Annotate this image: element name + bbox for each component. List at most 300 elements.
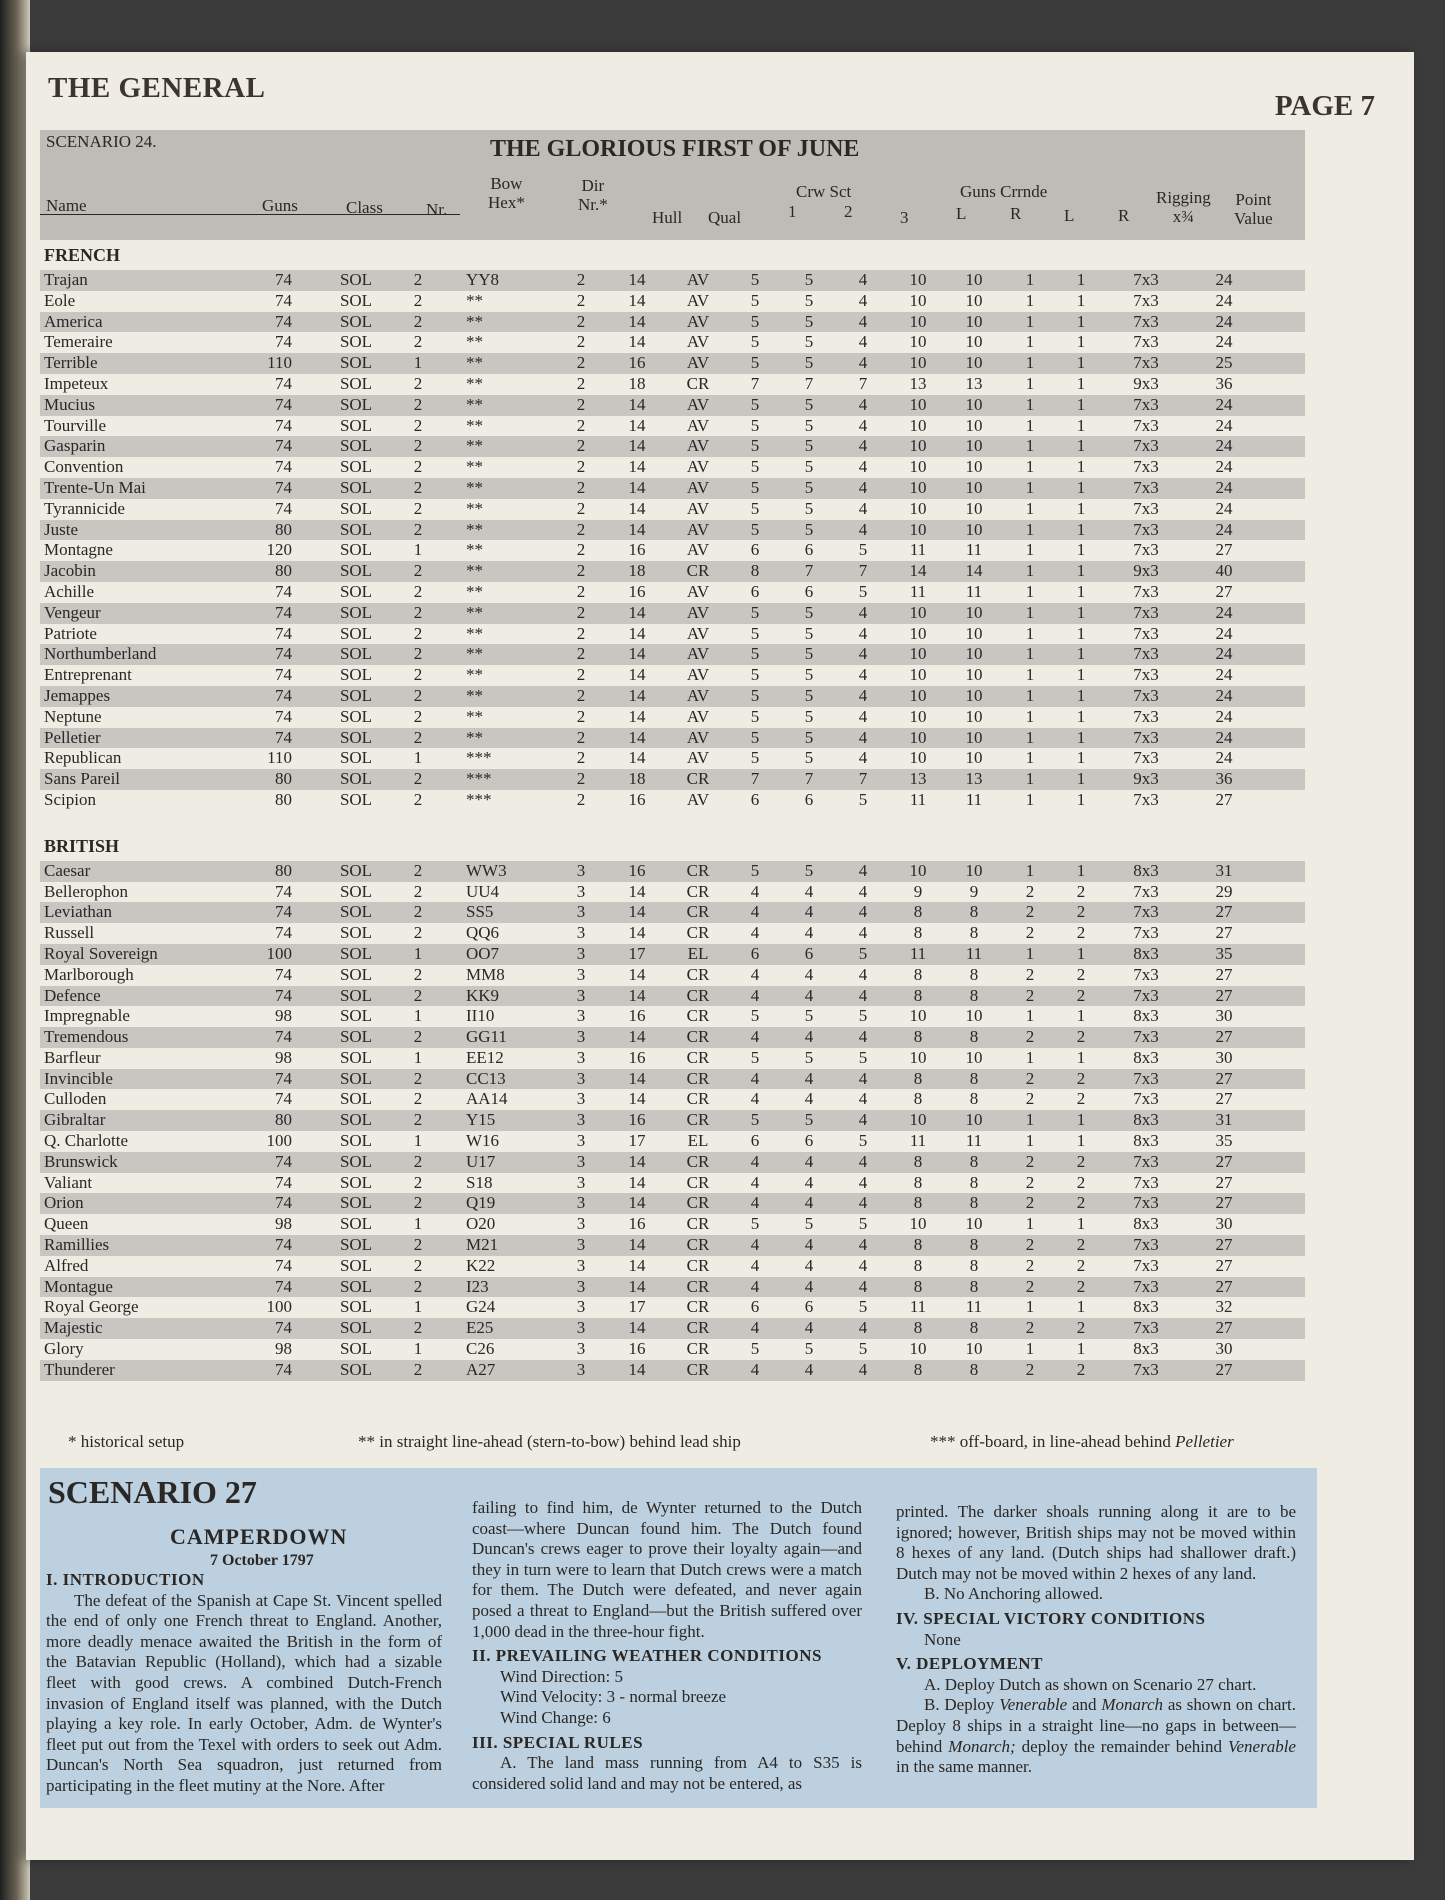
cell-qual: CR [686, 1027, 710, 1047]
cell-class: SOL [339, 498, 373, 518]
cell-hull: 17 [628, 1131, 646, 1151]
cell-hull: 14 [628, 1255, 646, 1275]
cell-gr: 10 [965, 519, 983, 539]
cell-c1: 4 [750, 923, 760, 943]
cell-hull: 14 [628, 964, 646, 984]
cell-hex: ** [466, 623, 483, 643]
cell-pts: 27 [1215, 1235, 1233, 1255]
cell-cr: 1 [1076, 415, 1086, 435]
cell-class: SOL [339, 1131, 373, 1151]
scenario-27-box [40, 1468, 1317, 1808]
cell-rig: 7x3 [1133, 881, 1159, 901]
cell-hull: 14 [628, 270, 646, 289]
cell-cr: 2 [1076, 985, 1086, 1005]
cell-name: Convention [44, 457, 124, 477]
victory-heading: IV. SPECIAL VICTORY CONDITIONS [896, 1608, 1206, 1628]
cell-rig: 7x3 [1133, 706, 1159, 726]
text-column-3 [896, 1502, 1296, 1778]
table-row [40, 1256, 1305, 1277]
cell-gr: 11 [965, 1131, 983, 1151]
cell-dir: 2 [576, 748, 586, 768]
ship-table [40, 130, 1305, 1381]
cell-dir: 2 [576, 706, 586, 726]
cell-class: SOL [339, 581, 373, 601]
cell-c2: 5 [804, 311, 814, 331]
cell-cr: 1 [1076, 860, 1086, 880]
cell-name: Northumberland [44, 644, 157, 664]
cell-dir: 3 [576, 1027, 586, 1047]
cell-gl: 11 [909, 789, 927, 809]
cell-c2: 4 [804, 964, 814, 984]
cell-hull: 14 [628, 436, 646, 456]
table-row [40, 332, 1305, 353]
cell-gr: 10 [965, 1006, 983, 1026]
cell-hex: ** [466, 644, 483, 664]
cell-hull: 14 [628, 644, 646, 664]
cell-dir: 3 [576, 985, 586, 1005]
cell-gl: 8 [913, 1193, 923, 1213]
cell-name: Trente-Un Mai [44, 477, 146, 497]
cell-qual: AV [686, 623, 710, 643]
cell-cl: 1 [1025, 290, 1035, 310]
cell-guns: 80 [275, 1110, 292, 1130]
cell-c1: 4 [750, 902, 760, 922]
cell-gl: 8 [913, 1318, 923, 1338]
cell-gr: 10 [965, 498, 983, 518]
cell-rig: 7x3 [1133, 1255, 1159, 1275]
cell-c1: 5 [750, 1339, 760, 1359]
cell-dir: 2 [576, 436, 586, 456]
cell-c1: 5 [750, 519, 760, 539]
cell-class: SOL [339, 881, 373, 901]
cell-c2: 5 [804, 685, 814, 705]
cell-gr: 8 [969, 1151, 979, 1171]
cell-qual: AV [686, 519, 710, 539]
cell-c3: 4 [858, 477, 868, 497]
cell-hex: ** [466, 415, 483, 435]
cell-class: SOL [339, 270, 373, 289]
cell-name: Patriote [44, 623, 97, 643]
cell-pts: 35 [1215, 943, 1233, 963]
cell-guns: 120 [266, 540, 292, 560]
cell-pts: 30 [1215, 1339, 1233, 1359]
cell-qual: CR [686, 1110, 710, 1130]
cell-dir: 2 [576, 685, 586, 705]
cell-gl: 10 [909, 623, 927, 643]
cell-gl: 8 [913, 985, 923, 1005]
col-hull: Hull [652, 208, 683, 227]
cell-cl: 1 [1025, 561, 1035, 581]
cell-c2: 5 [804, 1339, 814, 1359]
cell-cr: 1 [1076, 457, 1086, 477]
cell-gl: 9 [913, 881, 923, 901]
cell-name: Bellerophon [44, 881, 129, 901]
cell-qual: AV [686, 477, 710, 497]
table-row [40, 923, 1305, 944]
cell-hull: 16 [628, 789, 646, 809]
cell-class: SOL [339, 964, 373, 984]
cell-nr: 2 [413, 964, 423, 984]
cell-class: SOL [339, 602, 373, 622]
cell-nr: 1 [413, 1131, 423, 1151]
cell-c1: 4 [750, 1172, 760, 1192]
cell-c3: 4 [858, 1318, 868, 1338]
cell-c3: 7 [858, 561, 868, 581]
cell-gr: 10 [965, 665, 983, 685]
cell-gl: 10 [909, 1214, 927, 1234]
cell-gr: 8 [969, 985, 979, 1005]
cell-hull: 14 [628, 519, 646, 539]
cell-cl: 1 [1025, 1110, 1035, 1130]
cell-hull: 14 [628, 498, 646, 518]
rule-b: B. No Anchoring allowed. [924, 1584, 1103, 1604]
cell-rig: 7x3 [1133, 727, 1159, 747]
cell-nr: 2 [413, 1027, 423, 1047]
cell-dir: 3 [576, 881, 586, 901]
name-underline [40, 214, 460, 215]
cell-c2: 7 [804, 561, 814, 581]
cell-hex: E25 [466, 1318, 494, 1338]
cell-gl: 11 [909, 581, 927, 601]
cell-name: Defence [44, 985, 101, 1005]
cell-hull: 14 [628, 290, 646, 310]
cell-cr: 1 [1076, 1339, 1086, 1359]
cell-gr: 10 [965, 1110, 983, 1130]
cell-c2: 5 [804, 644, 814, 664]
cell-cr: 1 [1076, 602, 1086, 622]
cell-c1: 6 [750, 581, 760, 601]
cell-name: Russell [44, 923, 95, 943]
cell-c3: 5 [858, 581, 868, 601]
cell-cl: 1 [1025, 769, 1035, 789]
cell-gr: 8 [969, 1276, 979, 1296]
cell-c2: 4 [804, 1027, 814, 1047]
cell-class: SOL [339, 519, 373, 539]
cell-c3: 4 [858, 985, 868, 1005]
cell-cr: 1 [1076, 748, 1086, 768]
cell-guns: 74 [275, 477, 292, 497]
cell-name: Montagne [44, 540, 113, 560]
cell-pts: 27 [1215, 1027, 1233, 1047]
cell-class: SOL [339, 789, 373, 809]
cell-hex: MM8 [466, 964, 505, 984]
deploy-a: A. Deploy Dutch as shown on Scenario 27 chart. [924, 1674, 1257, 1694]
cell-class: SOL [339, 1339, 373, 1359]
cell-hull: 14 [628, 727, 646, 747]
cell-guns: 74 [275, 923, 292, 943]
cell-c2: 4 [804, 985, 814, 1005]
cell-hex: ** [466, 394, 483, 414]
cell-hex: Q19 [466, 1193, 496, 1213]
cell-cl: 1 [1025, 1047, 1035, 1067]
cell-cr: 1 [1076, 540, 1086, 560]
cell-class: SOL [339, 1172, 373, 1192]
cell-rig: 7x3 [1133, 1318, 1159, 1338]
cell-nr: 2 [413, 290, 423, 310]
cell-dir: 3 [576, 923, 586, 943]
table-row [40, 944, 1305, 965]
cell-c2: 5 [804, 1110, 814, 1130]
cell-name: Eole [44, 290, 76, 310]
cell-c2: 4 [804, 881, 814, 901]
cell-qual: CR [686, 1339, 710, 1359]
cell-cr: 1 [1076, 581, 1086, 601]
cell-c3: 4 [858, 1235, 868, 1255]
cell-dir: 3 [576, 1006, 586, 1026]
cell-rig: 7x3 [1133, 394, 1159, 414]
cell-gl: 11 [909, 943, 927, 963]
cell-gl: 10 [909, 1339, 927, 1359]
cell-nr: 2 [413, 769, 423, 789]
cell-rig: 7x3 [1133, 1359, 1159, 1379]
cell-c3: 4 [858, 1255, 868, 1275]
cell-guns: 74 [275, 332, 292, 352]
cell-cl: 1 [1025, 498, 1035, 518]
cell-cr: 1 [1076, 373, 1086, 393]
cell-nr: 2 [413, 1172, 423, 1192]
cell-c2: 6 [804, 1297, 814, 1317]
cell-hull: 14 [628, 1193, 646, 1213]
cell-hull: 14 [628, 457, 646, 477]
cell-name: Impeteux [44, 373, 109, 393]
cell-gr: 10 [965, 685, 983, 705]
cell-gl: 13 [909, 769, 927, 789]
table-row [40, 499, 1305, 520]
cell-rig: 7x3 [1133, 477, 1159, 497]
cell-qual: CR [686, 881, 710, 901]
table-row [40, 478, 1305, 499]
cell-hex: ** [466, 602, 483, 622]
cell-pts: 27 [1215, 985, 1233, 1005]
intro-heading: I. INTRODUCTION [46, 1570, 205, 1589]
cell-nr: 2 [413, 394, 423, 414]
cell-cr: 1 [1076, 394, 1086, 414]
cell-hex: QQ6 [466, 923, 500, 943]
table-row [40, 1069, 1305, 1090]
cell-gl: 10 [909, 311, 927, 331]
cell-dir: 3 [576, 1131, 586, 1151]
col-crew-2: 2 [844, 202, 853, 221]
cell-gr: 10 [965, 1047, 983, 1067]
cell-pts: 24 [1215, 270, 1233, 289]
col-guns-crrnde: Guns Crrnde [960, 182, 1048, 201]
cell-c1: 5 [750, 353, 760, 373]
cell-hex: *** [466, 789, 492, 809]
cell-class: SOL [339, 353, 373, 373]
cell-gl: 10 [909, 519, 927, 539]
cell-gr: 10 [965, 602, 983, 622]
cell-cl: 2 [1025, 1359, 1035, 1379]
cell-gl: 14 [909, 561, 927, 581]
cell-c3: 4 [858, 290, 868, 310]
cell-nr: 1 [413, 748, 423, 768]
cell-pts: 30 [1215, 1006, 1233, 1026]
cell-qual: CR [686, 1214, 710, 1234]
cell-c1: 5 [750, 644, 760, 664]
cell-c2: 5 [804, 1214, 814, 1234]
cell-qual: AV [686, 540, 710, 560]
cell-hull: 14 [628, 394, 646, 414]
cell-hull: 14 [628, 881, 646, 901]
cell-guns: 74 [275, 1068, 292, 1088]
wind-velocity: Wind Velocity: 3 - normal breeze [500, 1687, 727, 1707]
cell-c2: 5 [804, 602, 814, 622]
cell-cl: 2 [1025, 1027, 1035, 1047]
cell-c3: 4 [858, 1027, 868, 1047]
cell-name: Mucius [44, 394, 95, 414]
cell-c1: 4 [750, 1027, 760, 1047]
cell-nr: 2 [413, 332, 423, 352]
cell-c2: 6 [804, 1131, 814, 1151]
cell-rig: 9x3 [1133, 373, 1159, 393]
cell-rig: 7x3 [1133, 985, 1159, 1005]
cell-cr: 1 [1076, 623, 1086, 643]
cell-c1: 5 [750, 1110, 760, 1130]
cell-name: Sans Pareil [44, 769, 121, 789]
cell-qual: CR [686, 1318, 710, 1338]
cell-rig: 7x3 [1133, 519, 1159, 539]
cell-c2: 4 [804, 1193, 814, 1213]
cell-cr: 1 [1076, 477, 1086, 497]
cell-dir: 3 [576, 1297, 586, 1317]
cell-c3: 5 [858, 789, 868, 809]
table-row [40, 986, 1305, 1007]
cell-c3: 4 [858, 498, 868, 518]
cell-pts: 24 [1215, 727, 1233, 747]
rule-a: A. The land mass running from A4 to S35 is considered solid land and may not be entered, as [472, 1753, 862, 1793]
cell-class: SOL [339, 540, 373, 560]
cell-cr: 1 [1076, 332, 1086, 352]
cell-guns: 74 [275, 602, 292, 622]
footnote-historical: * historical setup [68, 1432, 185, 1451]
cell-name: Neptune [44, 706, 102, 726]
cell-name: Achille [44, 581, 95, 601]
cell-dir: 2 [576, 477, 586, 497]
cell-c2: 5 [804, 436, 814, 456]
table-row [40, 457, 1305, 478]
cell-hex: OO7 [466, 943, 500, 963]
cell-rig: 8x3 [1133, 1339, 1159, 1359]
cell-hull: 14 [628, 1027, 646, 1047]
cell-gl: 10 [909, 353, 927, 373]
cell-hex: *** [466, 769, 492, 789]
cell-qual: AV [686, 498, 710, 518]
cell-gl: 10 [909, 706, 927, 726]
cell-nr: 2 [413, 1089, 423, 1109]
cell-c2: 5 [804, 270, 814, 289]
cell-qual: AV [686, 602, 710, 622]
cell-name: Republican [44, 748, 122, 768]
cell-name: Queen [44, 1214, 89, 1234]
cell-gr: 8 [969, 1068, 979, 1088]
cell-class: SOL [339, 1235, 373, 1255]
cell-name: Juste [44, 519, 78, 539]
cell-nr: 2 [413, 902, 423, 922]
table-row [40, 436, 1305, 457]
french-rows [40, 270, 1305, 811]
table-title: THE GLORIOUS FIRST OF JUNE [490, 136, 860, 162]
cell-gr: 10 [965, 1214, 983, 1234]
cell-c1: 4 [750, 1151, 760, 1171]
cell-pts: 27 [1215, 789, 1233, 809]
cell-hull: 14 [628, 665, 646, 685]
table-row [40, 882, 1305, 903]
cell-class: SOL [339, 769, 373, 789]
cell-name: Royal Sovereign [44, 943, 158, 963]
cell-dir: 3 [576, 1255, 586, 1275]
cell-cr: 1 [1076, 498, 1086, 518]
cell-guns: 74 [275, 881, 292, 901]
cell-cr: 1 [1076, 685, 1086, 705]
cell-nr: 2 [413, 311, 423, 331]
cell-nr: 2 [413, 706, 423, 726]
cell-rig: 7x3 [1133, 270, 1159, 289]
table-row [40, 748, 1305, 769]
intro-paragraph-cont: failing to find him, de Wynter returned to the Dutch coast—where Duncan found him. The Dutch found Duncan's crews eager to prove their loyalty again—and they in turn were to learn that Dutch crews were a match for them. The Dutch were defeated, and never again posed a threat to England—but the British suffered over 1,000 dead in the three-hour fight. [472, 1498, 862, 1641]
cell-guns: 100 [266, 1297, 292, 1317]
cell-c3: 4 [858, 902, 868, 922]
cell-dir: 2 [576, 665, 586, 685]
cell-hull: 17 [628, 1297, 646, 1317]
cell-cl: 2 [1025, 902, 1035, 922]
cell-pts: 27 [1215, 1151, 1233, 1171]
cell-c3: 4 [858, 1193, 868, 1213]
cell-name: Marlborough [44, 964, 134, 984]
cell-class: SOL [339, 1110, 373, 1130]
cell-guns: 80 [275, 860, 292, 880]
cell-dir: 3 [576, 1235, 586, 1255]
cell-c2: 4 [804, 1359, 814, 1379]
cell-c2: 5 [804, 727, 814, 747]
cell-cl: 2 [1025, 881, 1035, 901]
col-dir-nr: Dir Nr.* [578, 176, 608, 214]
cell-hex: W16 [466, 1131, 500, 1151]
deployment-heading: V. DEPLOYMENT [896, 1654, 1043, 1674]
cell-name: Tourville [44, 415, 107, 435]
scenario-label: SCENARIO 24. [46, 132, 157, 151]
cell-hull: 16 [628, 1006, 646, 1026]
cell-guns: 74 [275, 685, 292, 705]
col-bow-hex: Bow Hex* [488, 174, 525, 212]
cell-gr: 10 [965, 353, 983, 373]
cell-cr: 2 [1076, 1359, 1086, 1379]
cell-c1: 6 [750, 943, 760, 963]
cell-qual: CR [686, 1276, 710, 1296]
cell-qual: CR [686, 1255, 710, 1275]
cell-hex: SS5 [466, 902, 494, 922]
cell-guns: 100 [266, 943, 292, 963]
cell-c3: 4 [858, 1172, 868, 1192]
cell-pts: 27 [1215, 1172, 1233, 1192]
cell-c3: 4 [858, 270, 868, 289]
cell-gr: 10 [965, 860, 983, 880]
cell-gl: 13 [909, 373, 927, 393]
cell-class: SOL [339, 1359, 373, 1379]
cell-rig: 8x3 [1133, 1110, 1159, 1130]
cell-class: SOL [339, 1027, 373, 1047]
cell-cl: 1 [1025, 436, 1035, 456]
cell-dir: 3 [576, 1214, 586, 1234]
cell-pts: 36 [1215, 373, 1233, 393]
cell-rig: 7x3 [1133, 1276, 1159, 1296]
cell-c1: 5 [750, 727, 760, 747]
cell-nr: 2 [413, 436, 423, 456]
cell-hex: ** [466, 727, 483, 747]
cell-hull: 14 [628, 311, 646, 331]
cell-rig: 7x3 [1133, 290, 1159, 310]
cell-qual: CR [686, 1151, 710, 1171]
cell-dir: 2 [576, 332, 586, 352]
